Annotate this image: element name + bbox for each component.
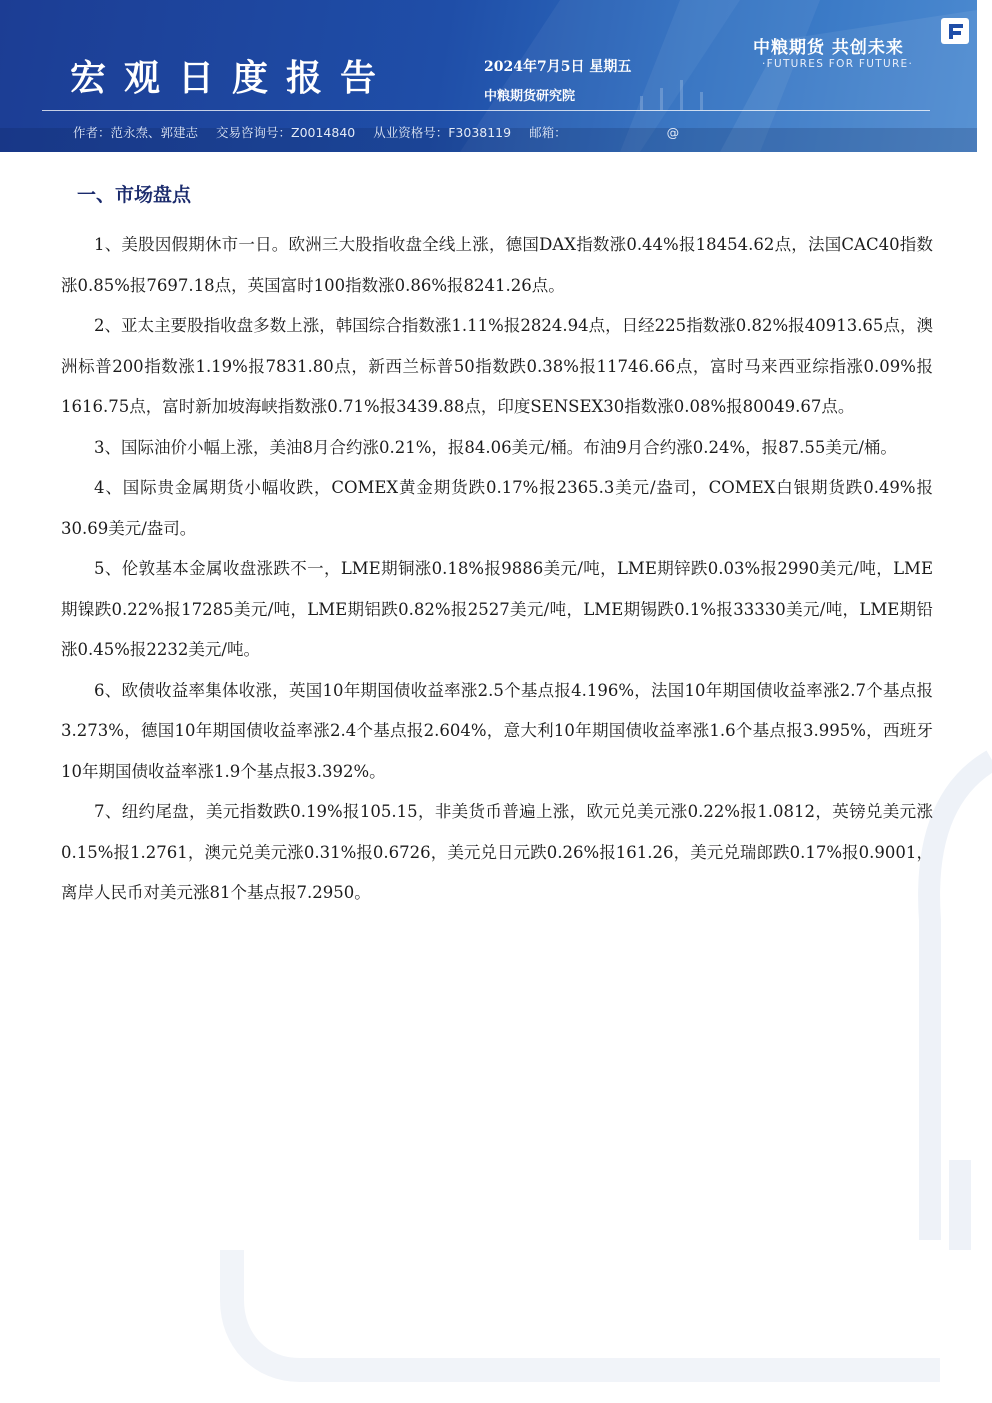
research-institute: 中粮期货研究院 (484, 89, 576, 104)
section-title: 一、市场盘点 (77, 184, 192, 206)
brand-slogan: 中粮期货 共创未来 (753, 38, 904, 58)
report-body (61, 225, 933, 914)
paragraph-crude-oil: 3、国际油价小幅上涨，美油8月合约涨0.21%，报84.06美元/桶。布油9月合约涨0.24%，报87.55美元/桶。 (94, 437, 897, 457)
company-logo-icon (941, 18, 969, 44)
paragraph-us-europe-stocks: 1、美股因假期休市一日。欧洲三大股指收盘全线上涨，德国DAX指数涨0.44%报18454.62点，法国CAC40指数涨0.85%报7697.18点，英国富时100指数涨0.86%报8241.26点。 (61, 235, 933, 295)
email-label: 邮箱： (529, 125, 567, 140)
paragraph-currencies: 7、纽约尾盘，美元指数跌0.19%报105.15，非美货币普遍上涨，欧元兑美元涨0.22%报1.0812，英镑兑美元涨0.15%报1.2761，澳元兑美元涨0.31%报0.6726，美元兑日元跌0.26%报161.26，美元兑瑞郎跌0.17%报0.9001，离岸人民币对美元涨81个基点报7.2950。 (61, 802, 933, 902)
header-divider (42, 110, 930, 111)
author-info (73, 123, 693, 141)
qualification-number: 从业资格号：F3038119 (373, 125, 512, 140)
email-value: @ (666, 125, 680, 140)
paragraph-precious-metals: 4、国际贵金属期货小幅收跌，COMEX黄金期货跌0.17%报2365.3美元/盎司，COMEX白银期货跌0.49%报30.69美元/盎司。 (61, 478, 933, 538)
paragraph-asia-pacific-stocks: 2、亚太主要股指收盘多数上涨，韩国综合指数涨1.11%报2824.94点，日经225指数涨0.82%报40913.65点，澳洲标普200指数涨1.19%报7831.80点，新西兰标普50指数跌0.38%报11746.66点，富时马来西亚综指涨0.09%报1616.75点，富时新加坡海峡指数涨0.71%报3439.88点，印度SENSEX30指数涨0.08%报80049.67点。 (61, 316, 933, 416)
report-title: 宏观日度报告 (70, 57, 395, 99)
author-names: 作者：范永焘、郭建志 (73, 125, 199, 140)
brand-slogan-english: ·FUTURES FOR FUTURE· (762, 58, 914, 70)
consult-number: 交易咨询号：Z0014840 (216, 125, 356, 140)
report-date: 2024年7月5日 星期五 (484, 59, 632, 75)
paragraph-base-metals: 5、伦敦基本金属收盘涨跌不一，LME期铜涨0.18%报9886美元/吨，LME期锌跌0.03%报2990美元/吨，LME期镍跌0.22%报17285美元/吨，LME期铝跌0.82%报2527美元/吨，LME期锡跌0.1%报33330美元/吨，LME期铅涨0.45%报2232美元/吨。 (61, 559, 933, 659)
report-header (0, 0, 977, 152)
paragraph-euro-bonds: 6、欧债收益率集体收涨，英国10年期国债收益率涨2.5个基点报4.196%，法国10年期国债收益率涨2.7个基点报3.273%，德国10年期国债收益率涨2.4个基点报2.604%，意大利10年期国债收益率涨1.6个基点报3.995%，西班牙10年期国债收益率涨1.9个基点报3.392%。 (61, 680, 933, 781)
